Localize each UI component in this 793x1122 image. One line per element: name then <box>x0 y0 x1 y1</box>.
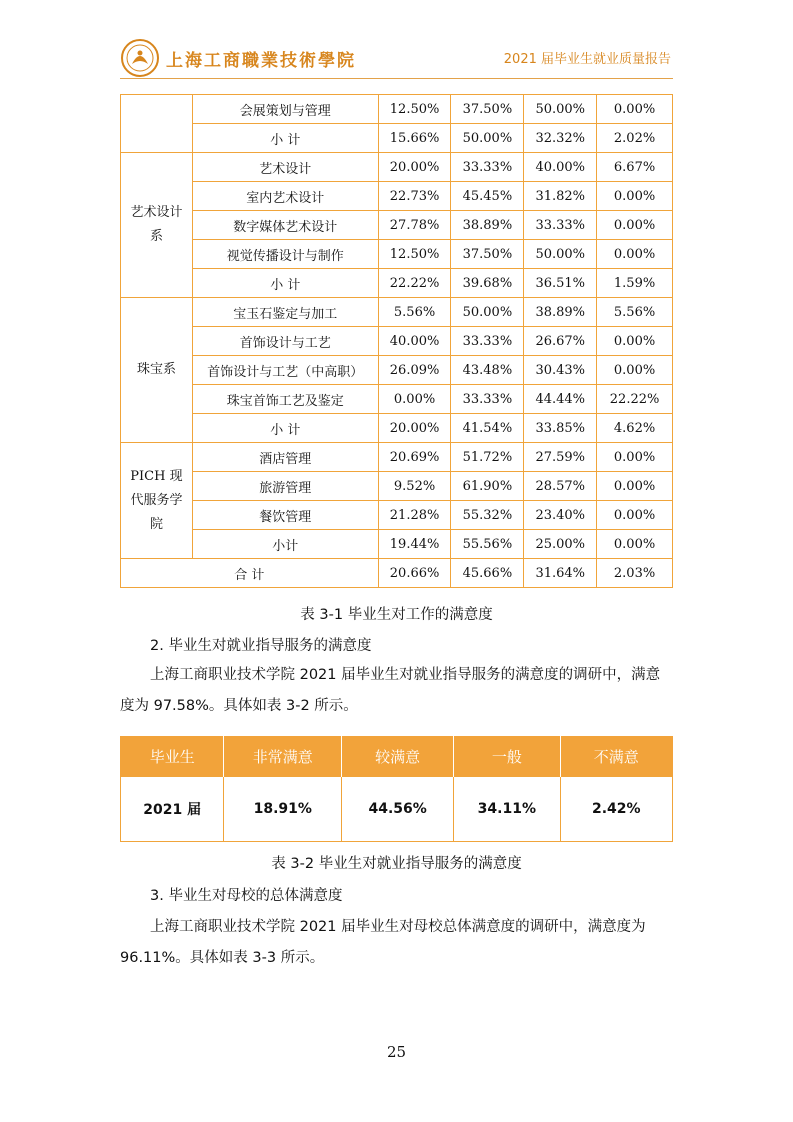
value-cell: 22.73% <box>378 182 451 211</box>
section-heading-3: 3. 毕业生对母校的总体满意度 <box>150 888 343 904</box>
value-cell: 55.32% <box>451 501 524 530</box>
section-paragraph-3 <box>120 912 673 974</box>
major-cell: 珠宝首饰工艺及鉴定 <box>192 385 378 414</box>
paragraph-text: 上海工商职业技术学院 2021 届毕业生对母校总体满意度的调研中，满意度为 96.11%。具体如表 3-3 所示。 <box>120 919 646 966</box>
value-cell: 55.56% <box>451 530 524 559</box>
table-caption-3-1: 表 3-1 毕业生对工作的满意度 <box>300 607 493 623</box>
value-cell: 26.67% <box>524 327 597 356</box>
value-cell: 61.90% <box>451 472 524 501</box>
value-cell: 21.28% <box>378 501 451 530</box>
value-cell: 44.44% <box>524 385 597 414</box>
value-cell: 12.50% <box>378 240 451 269</box>
satisfaction-table-3-2 <box>120 736 673 842</box>
value-cell: 43.48% <box>451 356 524 385</box>
major-cell: 首饰设计与工艺（中高职） <box>192 356 378 385</box>
value-cell: 0.00% <box>597 356 673 385</box>
value-cell: 37.50% <box>451 240 524 269</box>
table-row <box>121 327 673 356</box>
table-row <box>121 472 673 501</box>
table-row <box>121 501 673 530</box>
value-cell: 1.59% <box>597 269 673 298</box>
page-number: 25 <box>386 1043 407 1061</box>
section-paragraph-2 <box>120 660 673 722</box>
major-cell: 艺术设计 <box>192 153 378 182</box>
value-cell: 20.00% <box>378 153 451 182</box>
value-cell: 0.00% <box>597 182 673 211</box>
table-row <box>121 777 673 842</box>
value-cell: 18.91% <box>224 777 342 842</box>
value-cell: 50.00% <box>524 240 597 269</box>
value-cell: 37.50% <box>451 95 524 124</box>
major-cell: 室内艺术设计 <box>192 182 378 211</box>
value-cell: 50.00% <box>524 95 597 124</box>
value-cell: 22.22% <box>378 269 451 298</box>
satisfaction-table-3-1 <box>120 94 673 588</box>
table-row <box>121 385 673 414</box>
value-cell: 20.00% <box>378 414 451 443</box>
table-row <box>121 356 673 385</box>
value-cell: 2.02% <box>597 124 673 153</box>
value-cell: 33.33% <box>451 327 524 356</box>
value-cell: 23.40% <box>524 501 597 530</box>
table-row <box>121 153 673 182</box>
value-cell: 38.89% <box>451 211 524 240</box>
value-cell: 22.22% <box>597 385 673 414</box>
school-logo-icon <box>120 38 160 78</box>
major-cell: 数字媒体艺术设计 <box>192 211 378 240</box>
major-cell: 宝玉石鉴定与加工 <box>192 298 378 327</box>
value-cell: 9.52% <box>378 472 451 501</box>
page-header <box>0 0 793 80</box>
value-cell: 0.00% <box>597 327 673 356</box>
value-cell: 0.00% <box>597 211 673 240</box>
value-cell: 39.68% <box>451 269 524 298</box>
paragraph-text: 上海工商职业技术学院 2021 届毕业生对就业指导服务的满意度的调研中，满意度为 97.58%。具体如表 3-2 所示。 <box>120 667 661 714</box>
value-cell: 0.00% <box>378 385 451 414</box>
value-cell: 40.00% <box>524 153 597 182</box>
value-cell: 44.56% <box>342 777 454 842</box>
dept-cell-pich: PICH 现代服务学院 <box>121 443 193 559</box>
value-cell: 33.33% <box>451 153 524 182</box>
table-row <box>121 240 673 269</box>
dept-cell-art-design: 艺术设计系 <box>121 153 193 298</box>
value-cell: 50.00% <box>451 124 524 153</box>
table-row <box>121 298 673 327</box>
value-cell: 26.09% <box>378 356 451 385</box>
total-label: 合 计 <box>121 559 379 588</box>
subtotal-label: 小 计 <box>192 269 378 298</box>
header-cell: 一般 <box>454 736 560 777</box>
value-cell: 0.00% <box>597 472 673 501</box>
table-row <box>121 124 673 153</box>
value-cell: 33.33% <box>524 211 597 240</box>
value-cell: 38.89% <box>524 298 597 327</box>
value-cell: 34.11% <box>454 777 560 842</box>
value-cell: 20.69% <box>378 443 451 472</box>
value-cell: 2.03% <box>597 559 673 588</box>
value-cell: 27.78% <box>378 211 451 240</box>
value-cell: 31.82% <box>524 182 597 211</box>
subtotal-label: 小 计 <box>192 414 378 443</box>
section-heading-2: 2. 毕业生对就业指导服务的满意度 <box>150 638 372 654</box>
value-cell: 6.67% <box>597 153 673 182</box>
subtotal-label: 小 计 <box>192 124 378 153</box>
value-cell: 5.56% <box>597 298 673 327</box>
header-cell: 较满意 <box>342 736 454 777</box>
table-row <box>121 95 673 124</box>
dept-cell <box>121 95 193 153</box>
major-cell: 餐饮管理 <box>192 501 378 530</box>
value-cell: 36.51% <box>524 269 597 298</box>
report-title: 2021 届毕业生就业质量报告 <box>503 52 671 67</box>
value-cell: 0.00% <box>597 443 673 472</box>
value-cell: 45.66% <box>451 559 524 588</box>
value-cell: 0.00% <box>597 530 673 559</box>
header-cell: 不满意 <box>560 736 673 777</box>
value-cell: 25.00% <box>524 530 597 559</box>
table-row <box>121 269 673 298</box>
table-row <box>121 414 673 443</box>
table-row <box>121 530 673 559</box>
value-cell: 2.42% <box>560 777 673 842</box>
value-cell: 33.85% <box>524 414 597 443</box>
table-row <box>121 182 673 211</box>
value-cell: 40.00% <box>378 327 451 356</box>
value-cell: 50.00% <box>451 298 524 327</box>
value-cell: 27.59% <box>524 443 597 472</box>
major-cell: 旅游管理 <box>192 472 378 501</box>
table-row <box>121 443 673 472</box>
value-cell: 12.50% <box>378 95 451 124</box>
value-cell: 0.00% <box>597 95 673 124</box>
subtotal-label: 小计 <box>192 530 378 559</box>
major-cell: 视觉传播设计与制作 <box>192 240 378 269</box>
value-cell: 51.72% <box>451 443 524 472</box>
cohort-cell: 2021 届 <box>121 777 224 842</box>
table-caption-3-2: 表 3-2 毕业生对就业指导服务的满意度 <box>271 856 522 872</box>
header-cell: 毕业生 <box>121 736 224 777</box>
value-cell: 15.66% <box>378 124 451 153</box>
value-cell: 0.00% <box>597 501 673 530</box>
value-cell: 4.62% <box>597 414 673 443</box>
total-row <box>121 559 673 588</box>
major-cell: 酒店管理 <box>192 443 378 472</box>
major-cell: 首饰设计与工艺 <box>192 327 378 356</box>
dept-cell-jewelry: 珠宝系 <box>121 298 193 443</box>
value-cell: 0.00% <box>597 240 673 269</box>
value-cell: 32.32% <box>524 124 597 153</box>
value-cell: 20.66% <box>378 559 451 588</box>
value-cell: 45.45% <box>451 182 524 211</box>
table-row <box>121 211 673 240</box>
school-name: 上海工商職業技術學院 <box>166 51 356 71</box>
value-cell: 31.64% <box>524 559 597 588</box>
value-cell: 5.56% <box>378 298 451 327</box>
value-cell: 28.57% <box>524 472 597 501</box>
table-header-row <box>121 736 673 777</box>
value-cell: 30.43% <box>524 356 597 385</box>
major-cell: 会展策划与管理 <box>192 95 378 124</box>
value-cell: 33.33% <box>451 385 524 414</box>
value-cell: 41.54% <box>451 414 524 443</box>
header-cell: 非常满意 <box>224 736 342 777</box>
header-divider <box>120 78 673 79</box>
value-cell: 19.44% <box>378 530 451 559</box>
